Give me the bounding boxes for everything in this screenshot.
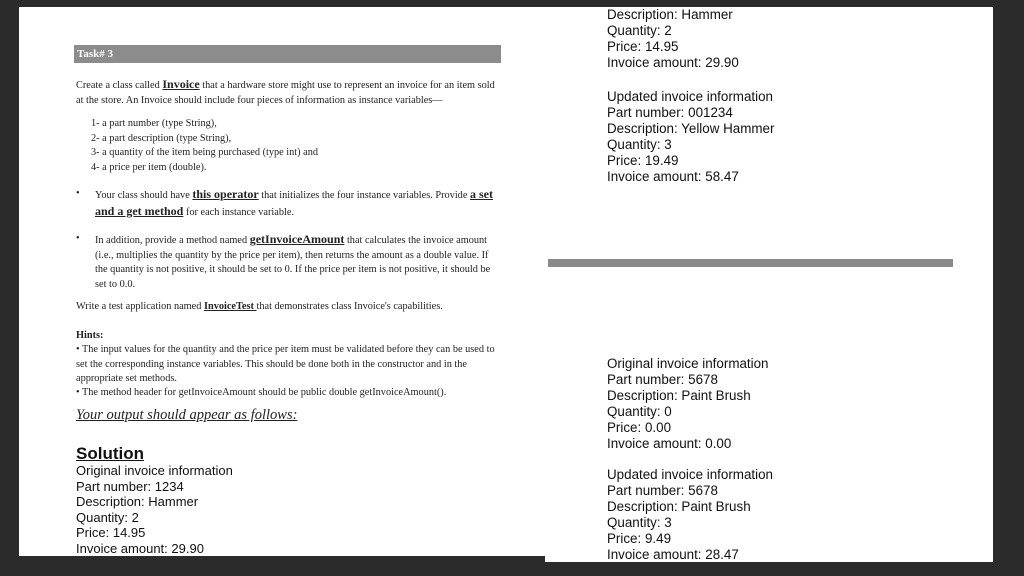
test-application-instruction xyxy=(76,301,501,312)
bullet2-pre: In addition, provide a method named xyxy=(95,235,250,246)
output-line: Invoice amount: 58.47 xyxy=(607,168,739,184)
output-line: Original invoice information xyxy=(607,356,769,371)
solution-title: Solution xyxy=(76,444,144,463)
output-line: Description: Paint Brush xyxy=(607,387,751,403)
output-line: Updated invoice information xyxy=(607,89,773,104)
solution-output xyxy=(76,463,233,556)
output-block-original-2 xyxy=(607,356,769,451)
task-title-bar: Task# 3 xyxy=(74,45,501,63)
output-line: Price: 14.95 xyxy=(76,525,146,541)
write-post: that demonstrates class Invoice's capabilities. xyxy=(256,301,443,312)
class-name-invoice: Invoice xyxy=(162,77,200,91)
output-line: Invoice amount: 29.90 xyxy=(76,540,204,556)
variable-item: 2- a part description (type String), xyxy=(91,132,232,144)
bullet-dot: • xyxy=(76,233,80,244)
bullet2-post: that calculates the invoice amount (i.e., multiplies the quantity by the price per item), then returns the amount as a double value. If the quantity is not positive, it should be set to 0. If the price per item is not positive, it should be set to 0.0. xyxy=(95,235,491,290)
output-line: Invoice amount: 0.00 xyxy=(607,435,732,451)
intro-text-before: Create a class called xyxy=(76,80,163,91)
output-line: Price: 0.00 xyxy=(607,419,672,435)
output-line: Quantity: 0 xyxy=(607,403,672,419)
output-line: Part number: 5678 xyxy=(607,371,718,387)
output-line: Original invoice information xyxy=(76,463,233,478)
get-invoice-amount-highlight: getInvoiceAmount xyxy=(249,232,345,246)
output-line: Part number: 001234 xyxy=(607,104,733,120)
variable-item: 1- a part number (type String), xyxy=(91,118,217,129)
variable-item: 4- a price per item (double). xyxy=(91,161,207,173)
output-line: Quantity: 2 xyxy=(76,509,139,525)
write-pre: Write a test application named xyxy=(76,301,204,312)
bullet1-post: for each instance variable. xyxy=(183,206,294,218)
hints-section xyxy=(76,329,504,400)
hint-item: • The input values for the quantity and the price per item must be validated before they can be used to set the corresponding instance variables. This should be done both in the constructor and in the appropriate set methods. xyxy=(76,344,495,384)
output-block-updated-2 xyxy=(607,467,773,562)
output-line: Price: 14.95 xyxy=(607,38,679,54)
variable-item: 3- a quantity of the item being purchased (type int) and xyxy=(91,147,319,158)
output-line: Price: 19.49 xyxy=(607,152,679,168)
output-line: Description: Hammer xyxy=(607,7,733,22)
output-line: Quantity: 3 xyxy=(607,514,672,530)
intro-text-after: that a hardware store might use to represent an invoice for an item sold at the store. An Invoice should include four pieces of information as instance variables— xyxy=(76,80,495,106)
output-line: Quantity: 3 xyxy=(607,136,672,152)
hint-item: • The method header for getInvoiceAmount should be public double getInvoiceAmount(). xyxy=(76,387,447,399)
output-line: Updated invoice information xyxy=(607,467,773,482)
output-line: Invoice amount: 29.90 xyxy=(607,54,739,70)
bullet1-mid: that initializes the four instance variables. Provide xyxy=(258,190,470,201)
output-line: Part number: 1234 xyxy=(76,478,184,494)
task-intro xyxy=(76,77,501,108)
invoice-test-class: InvoiceTest xyxy=(203,301,257,312)
this-operator-highlight: this operator xyxy=(192,187,259,201)
hints-title: Hints: xyxy=(76,330,104,341)
output-heading: Your output should appear as follows: xyxy=(76,407,298,423)
page-divider xyxy=(548,259,953,267)
right-document-page xyxy=(545,7,993,562)
output-line: Invoice amount: 28.47 xyxy=(607,546,739,562)
output-line: Price: 9.49 xyxy=(607,530,672,546)
bullet-dot: • xyxy=(76,188,80,199)
output-line: Part number: 5678 xyxy=(607,482,718,498)
bullet1-pre: Your class should have xyxy=(95,190,193,201)
set-get-highlight: a set and a get method xyxy=(95,187,493,218)
output-line: Description: Hammer xyxy=(76,494,199,510)
bullet-constructor-text xyxy=(95,187,501,220)
left-document-page xyxy=(19,7,545,556)
output-block-updated-1 xyxy=(607,89,774,184)
output-line: Description: Yellow Hammer xyxy=(607,120,775,136)
output-block-original-continued xyxy=(607,7,739,71)
output-line: Description: Paint Brush xyxy=(607,498,751,514)
output-line: Quantity: 2 xyxy=(607,22,672,38)
bullet-get-invoice-amount-text xyxy=(95,232,501,292)
instance-variable-list xyxy=(91,117,318,175)
